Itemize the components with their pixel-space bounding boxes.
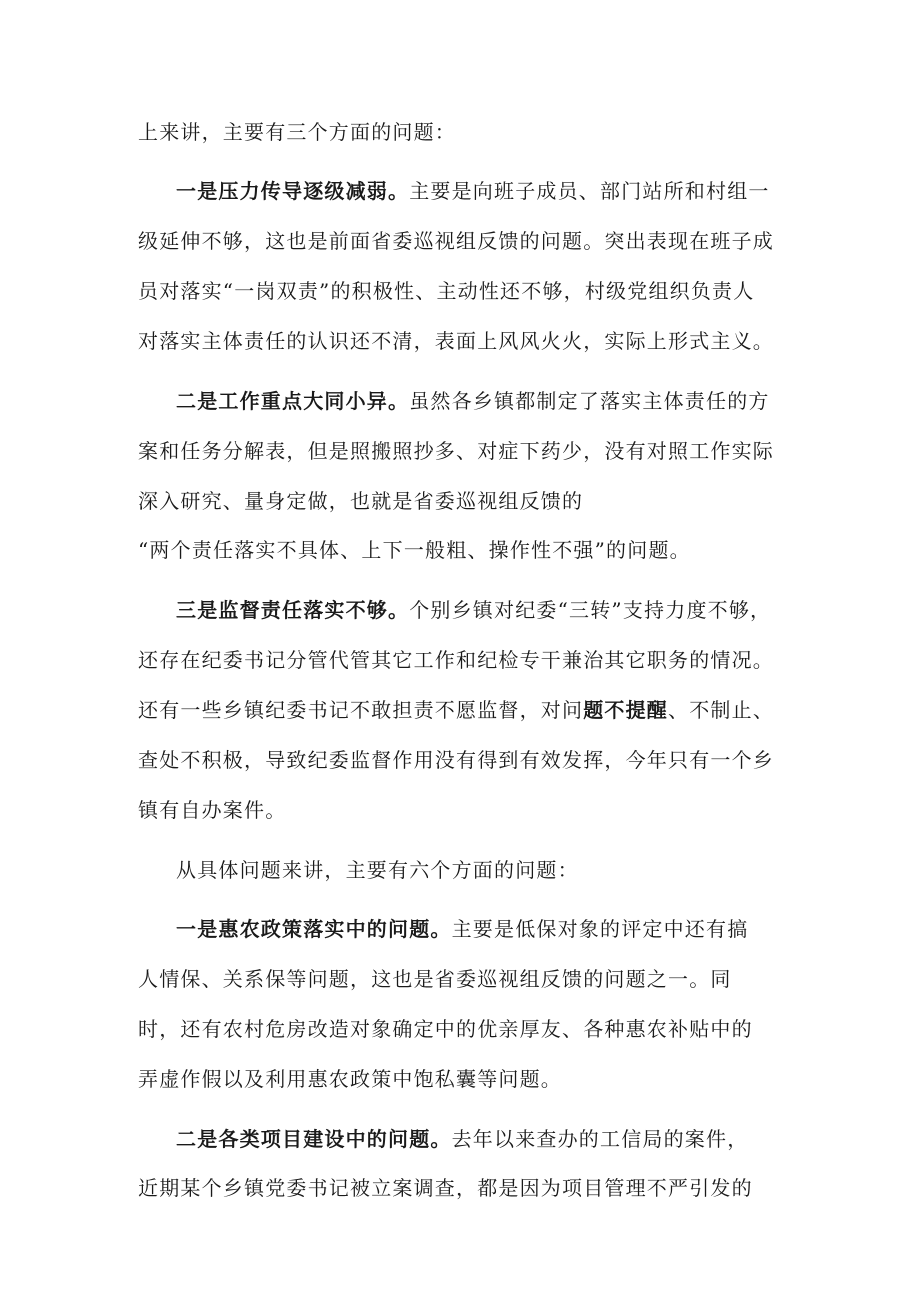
text-line: 主要是向班子成员、部门站所和村组一 (409, 179, 770, 203)
paragraph-2 (176, 387, 770, 415)
heading-2: 二是工作重点大同小异。 (176, 389, 410, 413)
text-line: 时，还有农村危房改造对象确定中的优亲厚友、各种惠农补贴中的 (138, 1017, 753, 1041)
heading-5: 一是惠农政策落实中的问题。 (176, 917, 452, 941)
paragraph-intro (138, 118, 456, 146)
text-line: 对落实主体责任的认识还不清，表面上风风火火，实际上形式主义。 (138, 329, 774, 353)
heading-3: 三是监督责任落实不够。 (176, 598, 410, 622)
text-line: 去年以来查办的工信局的案件， (451, 1127, 749, 1151)
paragraph-3 (176, 596, 771, 624)
paragraph-4: 从具体问题来讲，主要有六个方面的问题： (176, 858, 579, 882)
paragraph-5 (176, 915, 748, 943)
text-line: 虽然各乡镇都制定了落实主体责任的方 (409, 389, 770, 413)
text-line: 还存在纪委书记分管代管其它工作和纪检专干兼治其它职务的情况。 (138, 648, 774, 672)
text-line: 近期某个乡镇党委书记被立案调查，都是因为项目管理不严引发的 (138, 1176, 753, 1200)
text-line: 案和任务分解表，但是照搬照抄多、对症下药少，没有对照工作实际 (138, 439, 774, 463)
text-line: 镇有自办案件。 (138, 798, 287, 822)
paragraph-6 (176, 1125, 748, 1153)
heading-1: 一是压力传导逐级减弱。 (176, 179, 410, 203)
text-line: 级延伸不够，这也是前面省委巡视组反馈的问题。突出表现在班子成 (138, 229, 774, 253)
text-segment: 还有一些乡镇纪委书记不敢担责不愿监督，对问 (138, 698, 584, 722)
text-line: 主要是低保对象的评定中还有搞 (451, 917, 749, 941)
text-line: “两个责任落实不具体、上下一般粗、操作性不强”的问题。 (138, 538, 691, 562)
text-line: 深入研究、量身定做，也就是省委巡视组反馈的 (138, 489, 584, 513)
heading-6: 二是各类项目建设中的问题。 (176, 1127, 452, 1151)
text-segment: 、不制止、 (668, 698, 775, 722)
text-line: 查处不积极，导致纪委监督作用没有得到有效发挥，今年只有一个乡 (138, 748, 774, 772)
text-line: 人情保、关系保等问题，这也是省委巡视组反馈的问题之一。同 (138, 967, 732, 991)
text-line: 弄虚作假以及利用惠农政策中饱私囊等问题。 (138, 1067, 562, 1091)
text-line: 个别乡镇对纪委“三转”支持力度不够， (409, 598, 772, 622)
text-line: 员对落实“一岗双责”的积极性、主动性还不够，村级党组织负责人 (138, 279, 755, 303)
paragraph-1 (176, 177, 770, 205)
bold-segment: 题不提醒 (583, 698, 669, 722)
text-line: 上来讲，主要有三个方面的问题： (138, 120, 456, 144)
text-line (138, 696, 774, 724)
